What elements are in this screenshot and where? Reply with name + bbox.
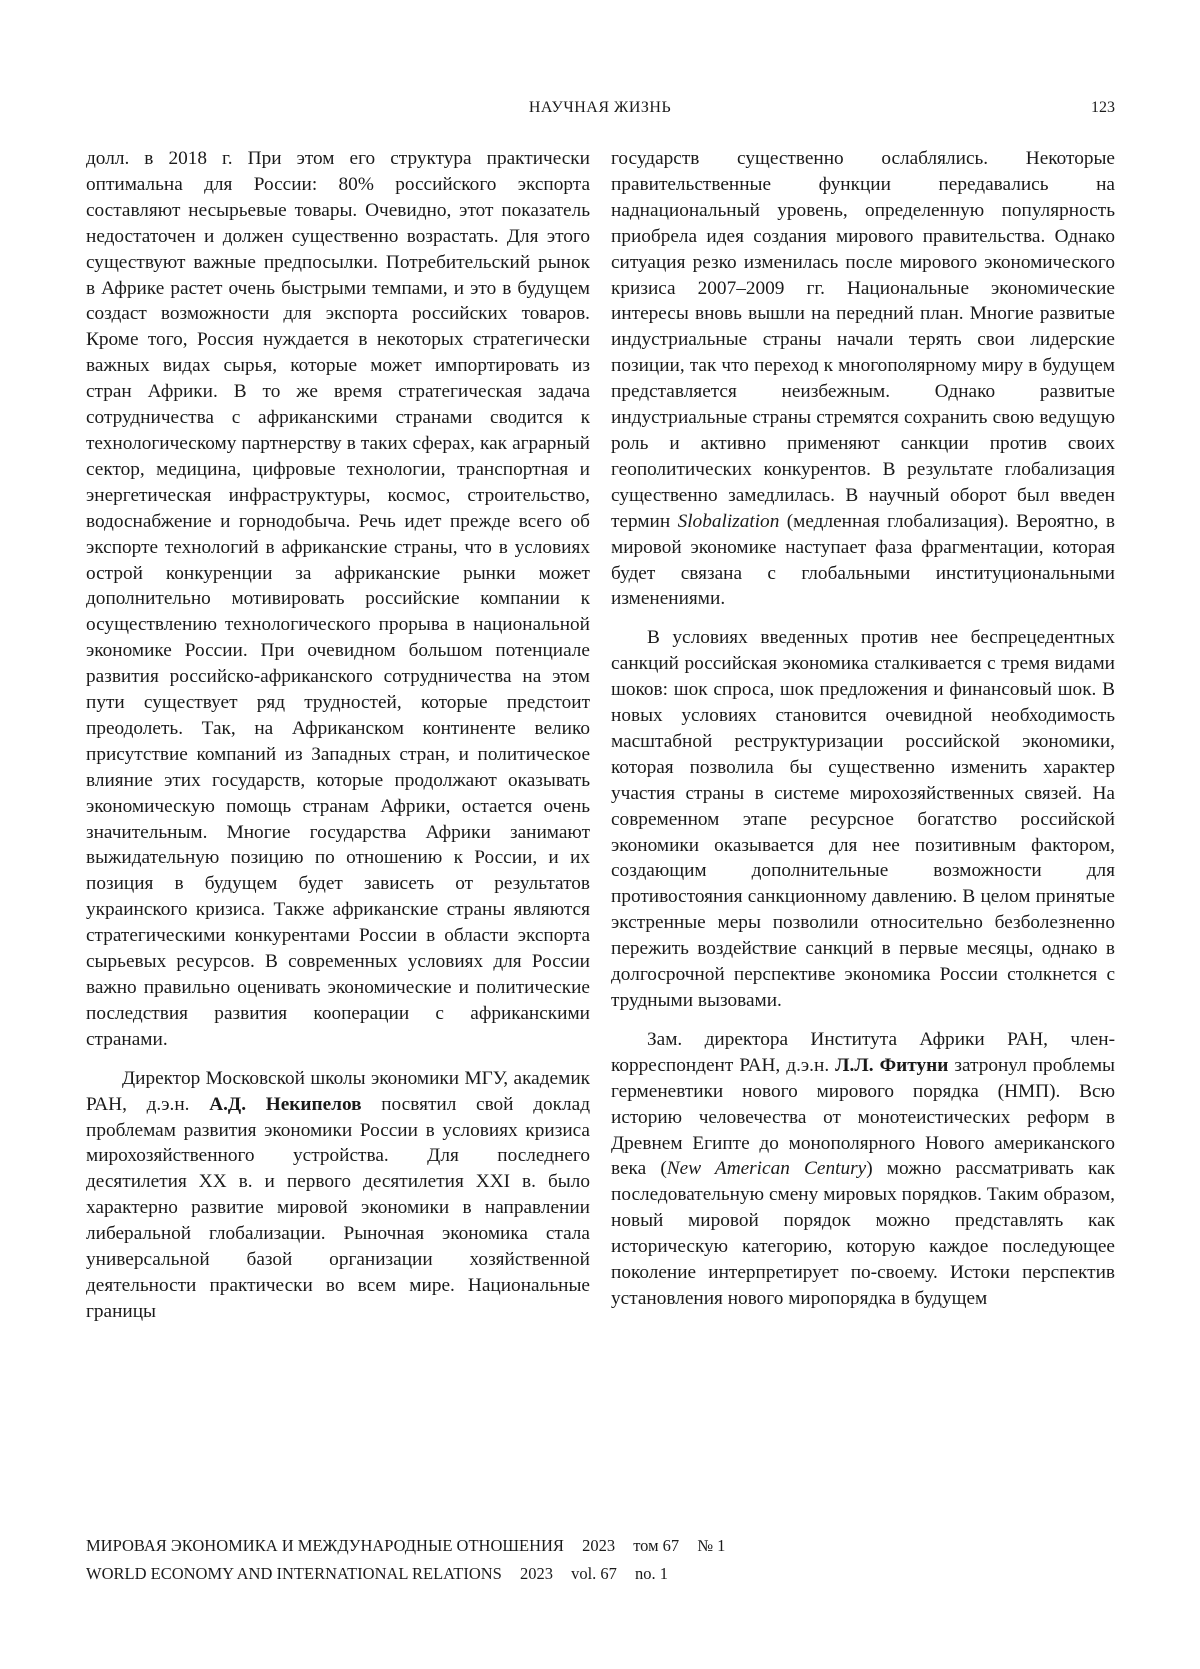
paragraph-text: (медленная глобализация). Вероятно, в мировой экономике наступает фаза фрагментации, которая будет связана с глобальными институциональными изменениями. [611, 510, 1115, 610]
paragraph-text: государств существенно ослаблялись. Некоторые правительственные функции передавались на наднациональный уровень, определенную популярность приобрела идея создания мирового правительства. Однако ситуация резко изменилась после мирового экономического кризиса 2007–2009 гг. Национальные экономические интересы вновь вышли на передний план. Многие развитые индустриальные страны начали терять свои лидерские позиции, так что переход к многополярному миру в будущем представляется неизбежным. Однако развитые индустриальные страны стремятся сохранить свою ведущую роль и активно применяют санкции против своих геополитических конкурентов. В результате глобализация существенно замедлилась. В научный оборот был введен термин [611, 148, 1115, 532]
paragraph-text: затронул проблемы герменевтики нового мирового порядка (НМП). Всю историю человечества от монотеистических реформ в Древнем Египте до монополярного Нового американского века ( [611, 1054, 1115, 1180]
italic-term: Slobalization [677, 510, 780, 532]
running-head [0, 96, 1200, 120]
paragraph: В условиях введенных против нее беспрецедентных санкций российская экономика сталкивается с тремя видами шоков: шок спроса, шок предложения и финансовый шок. В новых условиях становится очевидной необходимость масштабной реструктуризации российской экономики, которая позволила бы существенно изменить характер участия страны в системе мирохозяйственных связей. На современном этапе ресурсное богатство российской экономики оказывается для нее позитивным фактором, создающим дополнительные возможности для противостояния санкционному давлению. В целом принятые экстренные меры позволили относительно безболезненно пережить воздействие санкций в первые месяцы, однако в долгосрочной перспективе экономика России столкнется с трудными вызовами. [611, 627, 1115, 1011]
journal-volume: vol. 67 [571, 1564, 617, 1583]
paragraph: долл. в 2018 г. При этом его структура практически оптимальна для России: 80% российского экспорта составляют несырьевые товары. Очевидно, этот показатель недостаточен и должен существенно возрастать. Для этого существуют важные предпосылки. Потребительский рынок в Африке растет очень быстрыми темпами, и это в будущем создаст возможности для экспорта российских товаров. Кроме того, Россия нуждается в некоторых стратегически важных видах сырья, которые может импортировать из стран Африки. В то же время стратегическая задача сотрудничества с африканскими странами сводится к технологическому партнерству в таких сферах, как аграрный сектор, медицина, цифровые технологии, транспортная и энергетическая инфраструктуры, космос, строительство, водоснабжение и горнодобыча. Речь идет прежде всего об экспорте технологий в африканские страны, что в условиях острой конкуренции за африканские рынки может дополнительно мотивировать российские компании к осуществлению технологического прорыва в национальной экономике России. При очевидном большом потенциале развития российско-африканского сотрудничества на этом пути существует ряд трудностей, которые предстоит преодолеть. Так, на Африканском континенте велико присутствие компаний из Западных стран, и политическое влияние этих государств, которые продолжают оказывать экономическую помощь странам Африки, остается очень значительным. Многие государства Африки занимают выжидательную позицию по отношению к России, и их позиция в будущем будет зависеть от результатов украинского кризиса. Также африканские страны являются стратегическими конкурентами России в области экспорта сырьевых ресурсов. В современных условиях для России важно правильно оценивать экономические и политические последствия развития кооперации с африканскими странами. [86, 148, 590, 1050]
journal-issue: no. 1 [635, 1564, 669, 1583]
right-column [611, 146, 1115, 1312]
journal-volume: том 67 [633, 1536, 680, 1555]
italic-term: New American Century [666, 1158, 867, 1180]
paragraph-text: ) можно рассматривать как последовательную смену мировых порядков. Таким образом, новый мировой порядок можно представлять как историческую категорию, которую каждое последующее поколение интерпретирует по-своему. Истоки перспектив установления нового миропорядка в будущем [611, 1158, 1115, 1309]
paragraph [611, 1027, 1115, 1312]
paragraph-text: Директор Московской школы экономики МГУ, академик РАН, д.э.н. [86, 1067, 590, 1115]
paragraph-text: посвятил свой доклад проблемам развития экономики России в условиях кризиса мирохозяйственного устройства. Для последнего десятилетия XX в. и первого десятилетия XXI в. было характерно развитие мировой экономики в направлении либеральной глобализации. Рыночная экономика стала универсальной базой организации хозяйственной деятельности практически во всем мире. Национальные границы [86, 1093, 591, 1322]
running-title: НАУЧНАЯ ЖИЗНЬ [528, 99, 672, 116]
journal-title: МИРОВАЯ ЭКОНОМИКА И МЕЖДУНАРОДНЫЕ ОТНОШЕНИЯ [86, 1536, 564, 1555]
journal-title: WORLD ECONOMY AND INTERNATIONAL RELATIONS [86, 1564, 502, 1583]
page-number: 123 [1091, 99, 1115, 116]
paragraph [86, 1066, 590, 1325]
journal-year: 2023 [519, 1564, 553, 1583]
speaker-name: А.Д. Некипелов [209, 1093, 362, 1115]
footer-russian [86, 1535, 1116, 1557]
paragraph-text: Зам. директора Института Африки РАН, член-корреспондент РАН, д.э.н. [611, 1028, 1115, 1076]
journal-issue: № 1 [697, 1536, 726, 1555]
left-column [86, 146, 590, 1325]
journal-year: 2023 [582, 1536, 616, 1555]
footer-english [86, 1563, 1116, 1585]
speaker-name: Л.Л. Фитуни [835, 1054, 949, 1076]
paragraph [611, 146, 1115, 612]
